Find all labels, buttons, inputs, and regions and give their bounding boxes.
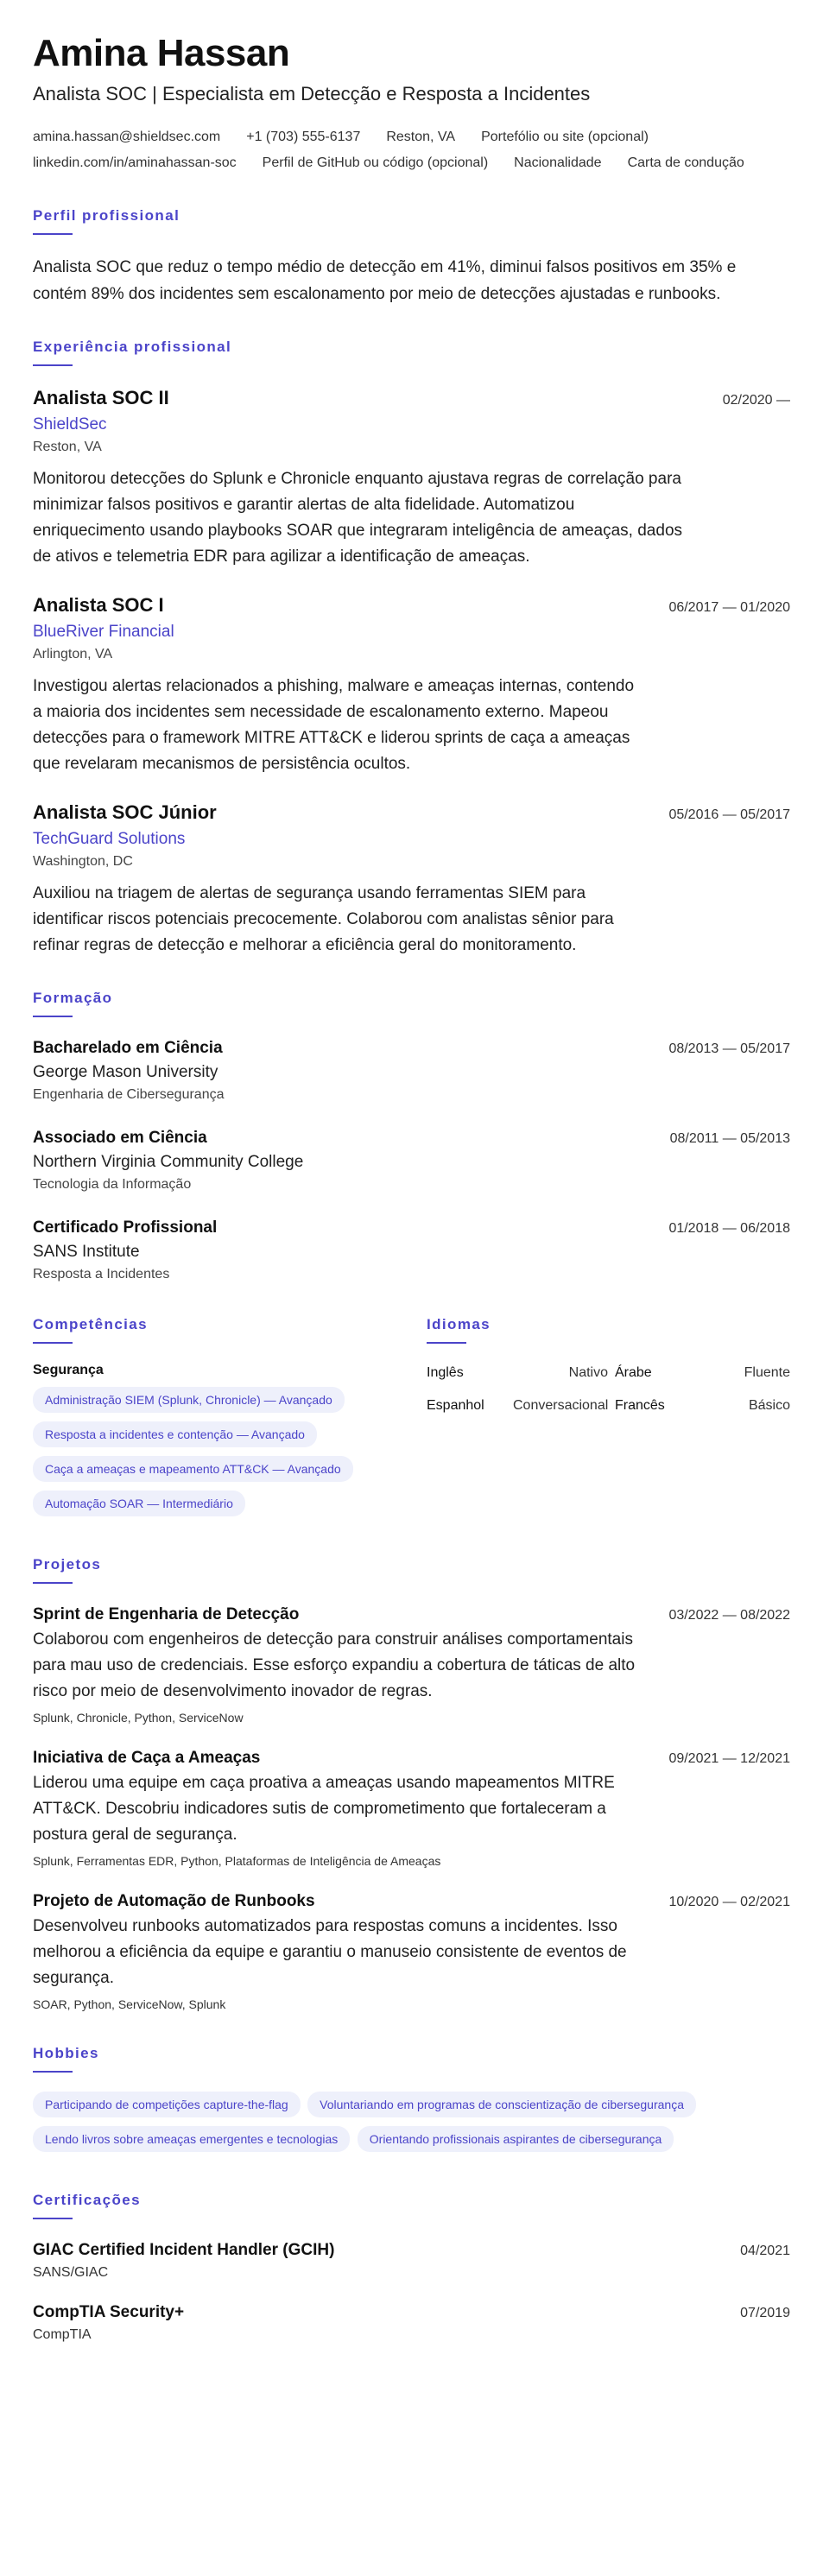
section-underline — [33, 1582, 73, 1584]
section-underline — [33, 2218, 73, 2219]
section-underline — [33, 1016, 73, 1017]
section-title: Projetos — [33, 1556, 102, 1573]
hobby-chip: Orientando profissionais aspirantes de cibersegurança — [358, 2126, 674, 2152]
project-tech: Splunk, Chronicle, Python, ServiceNow — [33, 1711, 244, 1725]
section-underline — [33, 2071, 73, 2073]
job-title: Analista SOC Júnior — [33, 801, 217, 823]
job-location: Arlington, VA — [33, 647, 113, 661]
hobby-chip-list — [33, 2092, 790, 2161]
project-tech: SOAR, Python, ServiceNow, Splunk — [33, 1997, 226, 2011]
contact-nationality: Nacionalidade — [514, 155, 602, 170]
experience-entry — [33, 800, 790, 959]
hobby-chip: Voluntariando em programas de conscientização de cibersegurança — [307, 2092, 696, 2117]
study-field: Engenharia de Cibersegurança — [33, 1087, 225, 1102]
skill-chip: Resposta a incidentes e contenção — Avançado — [33, 1421, 317, 1447]
language-level: Básico — [748, 1398, 790, 1413]
hobbies-section — [33, 2043, 790, 2161]
section-title: Idiomas — [427, 1316, 491, 1332]
language-name: Árabe — [615, 1365, 652, 1380]
candidate-headline: Analista SOC | Especialista em Detecção e Resposta a Incidentes — [33, 83, 591, 104]
resume-header — [33, 31, 790, 176]
section-underline — [33, 1342, 73, 1344]
project-dates: 09/2021 — 12/2021 — [668, 1751, 790, 1766]
skill-category: Segurança — [33, 1363, 104, 1377]
summary-section — [33, 206, 790, 307]
experience-section — [33, 337, 790, 959]
skills-languages-row — [33, 1314, 790, 1525]
section-underline — [33, 233, 73, 235]
certification-entry — [33, 2301, 790, 2345]
summary-text: Analista SOC que reduz o tempo médio de detecção em 41%, diminui falsos positivos em 35% e contém 89% dos incidentes sem escalonamento por meio de detecções ajustadas e runbooks. — [33, 258, 737, 303]
project-description: Desenvolveu runbooks automatizados para respostas comuns a incidentes. Isso melhorou a eficiência da equipe e garantiu o manuseio consistente de eventos de segurança. — [33, 1917, 627, 1987]
job-dates: 05/2016 — 05/2017 — [668, 807, 790, 822]
school-name: George Mason University — [33, 1063, 218, 1081]
contact-location: Reston, VA — [386, 130, 456, 144]
contact-linkedin[interactable]: linkedin.com/in/aminahassan-soc — [33, 155, 237, 170]
job-title: Analista SOC II — [33, 387, 169, 408]
certification-date: 07/2019 — [740, 2306, 790, 2320]
job-location: Reston, VA — [33, 440, 102, 454]
section-title: Competências — [33, 1316, 149, 1332]
study-field: Tecnologia da Informação — [33, 1177, 192, 1192]
projects-section — [33, 1554, 790, 2014]
hobby-chip: Participando de competições capture-the-flag — [33, 2092, 301, 2117]
language-name: Francês — [615, 1398, 665, 1413]
contact-github[interactable]: Perfil de GitHub ou código (opcional) — [262, 155, 489, 170]
company-name: TechGuard Solutions — [33, 830, 186, 848]
experience-entry — [33, 592, 790, 777]
project-dates: 03/2022 — 08/2022 — [668, 1608, 790, 1623]
hobby-chip: Lendo livros sobre ameaças emergentes e tecnologias — [33, 2126, 350, 2152]
section-title: Experiência profissional — [33, 339, 232, 355]
contact-driving-license: Carta de condução — [627, 155, 744, 170]
education-section — [33, 988, 790, 1285]
study-field: Resposta a Incidentes — [33, 1267, 170, 1282]
certification-issuer: SANS/GIAC — [33, 2265, 109, 2280]
project-entry — [33, 1746, 790, 1870]
language-level: Nativo — [568, 1365, 608, 1380]
job-description: Investigou alertas relacionados a phishing, malware e ameaças internas, contendo a maioria dos incidentes sem necessidade de escalonamento externo. Mapeou detecções para o framework MITRE ATT&CK e liderou sprints de caça a ameaças que revelaram mecanismos de persistência ocultos. — [33, 677, 635, 773]
education-entry — [33, 1216, 790, 1285]
education-dates: 08/2013 — 05/2017 — [668, 1041, 790, 1056]
section-underline — [427, 1342, 466, 1344]
project-dates: 10/2020 — 02/2021 — [668, 1895, 790, 1909]
job-description: Monitorou detecções do Splunk e Chronicle enquanto ajustava regras de correlação para minimizar falsos positivos e garantir alertas de alta fidelidade. Automatizou enriquecimento usando playbooks SOAR que integraram inteligência de ameaças, dados de ativos e telemetria EDR para agilizar a identificação de ameaças. — [33, 470, 683, 566]
language-level: Fluente — [744, 1365, 790, 1380]
section-title: Hobbies — [33, 2045, 99, 2061]
certification-date: 04/2021 — [740, 2244, 790, 2258]
education-dates: 08/2011 — 05/2013 — [669, 1131, 790, 1146]
certification-name: CompTIA Security+ — [33, 2303, 185, 2321]
project-entry — [33, 1889, 790, 2014]
project-name: Projeto de Automação de Runbooks — [33, 1892, 315, 1910]
job-dates: 02/2020 — — [722, 393, 790, 408]
certification-entry — [33, 2238, 790, 2283]
section-title: Perfil profissional — [33, 207, 180, 224]
school-name: SANS Institute — [33, 1243, 140, 1261]
section-title: Formação — [33, 990, 113, 1006]
skill-chip-list — [33, 1387, 427, 1525]
project-name: Sprint de Engenharia de Detecção — [33, 1605, 300, 1623]
contact-portfolio[interactable]: Portefólio ou site (opcional) — [481, 130, 649, 144]
education-entry — [33, 1036, 790, 1105]
contact-list — [33, 124, 790, 176]
degree-title: Bacharelado em Ciência — [33, 1039, 223, 1057]
project-name: Iniciativa de Caça a Ameaças — [33, 1749, 261, 1767]
certification-issuer: CompTIA — [33, 2327, 92, 2342]
company-name: BlueRiver Financial — [33, 623, 174, 641]
contact-email[interactable]: amina.hassan@shieldsec.com — [33, 130, 221, 144]
languages-section — [427, 1314, 790, 1525]
contact-phone[interactable]: +1 (703) 555-6137 — [246, 130, 361, 144]
certification-name: GIAC Certified Incident Handler (GCIH) — [33, 2241, 335, 2259]
candidate-name: Amina Hassan — [33, 32, 290, 74]
education-dates: 01/2018 — 06/2018 — [668, 1221, 790, 1236]
certifications-section — [33, 2190, 790, 2345]
skill-chip: Caça a ameaças e mapeamento ATT&CK — Avançado — [33, 1456, 353, 1482]
company-name: ShieldSec — [33, 415, 107, 434]
job-description: Auxiliou na triagem de alertas de segurança usando ferramentas SIEM para identificar riscos potenciais precocemente. Colaborou com analistas sênior para refinar regras de detecção e melhorar a eficiência geral do monitoramento. — [33, 884, 614, 954]
skills-section — [33, 1314, 427, 1525]
education-entry — [33, 1126, 790, 1195]
skill-chip: Automação SOAR — Intermediário — [33, 1491, 245, 1516]
project-description: Liderou uma equipe em caça proativa a ameaças usando mapeamentos MITRE ATT&CK. Descobriu indicadores sutis de comprometimento que fortaleceram a postura geral de segurança. — [33, 1774, 615, 1844]
project-entry — [33, 1603, 790, 1727]
project-description: Colaborou com engenheiros de detecção para construir análises comportamentais para mau uso de credenciais. Esse esforço expandiu a cobertura de táticas de alto risco por meio de desenvolvimento inovador de regras. — [33, 1630, 636, 1700]
section-underline — [33, 364, 73, 366]
job-title: Analista SOC I — [33, 594, 164, 616]
language-name: Inglês — [427, 1365, 464, 1380]
skill-chip: Administração SIEM (Splunk, Chronicle) — Avançado — [33, 1387, 345, 1413]
project-tech: Splunk, Ferramentas EDR, Python, Plataformas de Inteligência de Ameaças — [33, 1854, 441, 1868]
degree-title: Associado em Ciência — [33, 1129, 207, 1147]
job-location: Washington, DC — [33, 854, 133, 869]
degree-title: Certificado Profissional — [33, 1218, 218, 1237]
language-level: Conversacional — [513, 1398, 609, 1413]
school-name: Northern Virginia Community College — [33, 1153, 304, 1171]
section-title: Certificações — [33, 2192, 141, 2208]
experience-entry — [33, 385, 790, 570]
job-dates: 06/2017 — 01/2020 — [668, 600, 790, 615]
language-name: Espanhol — [427, 1398, 484, 1413]
language-list — [427, 1363, 790, 1416]
